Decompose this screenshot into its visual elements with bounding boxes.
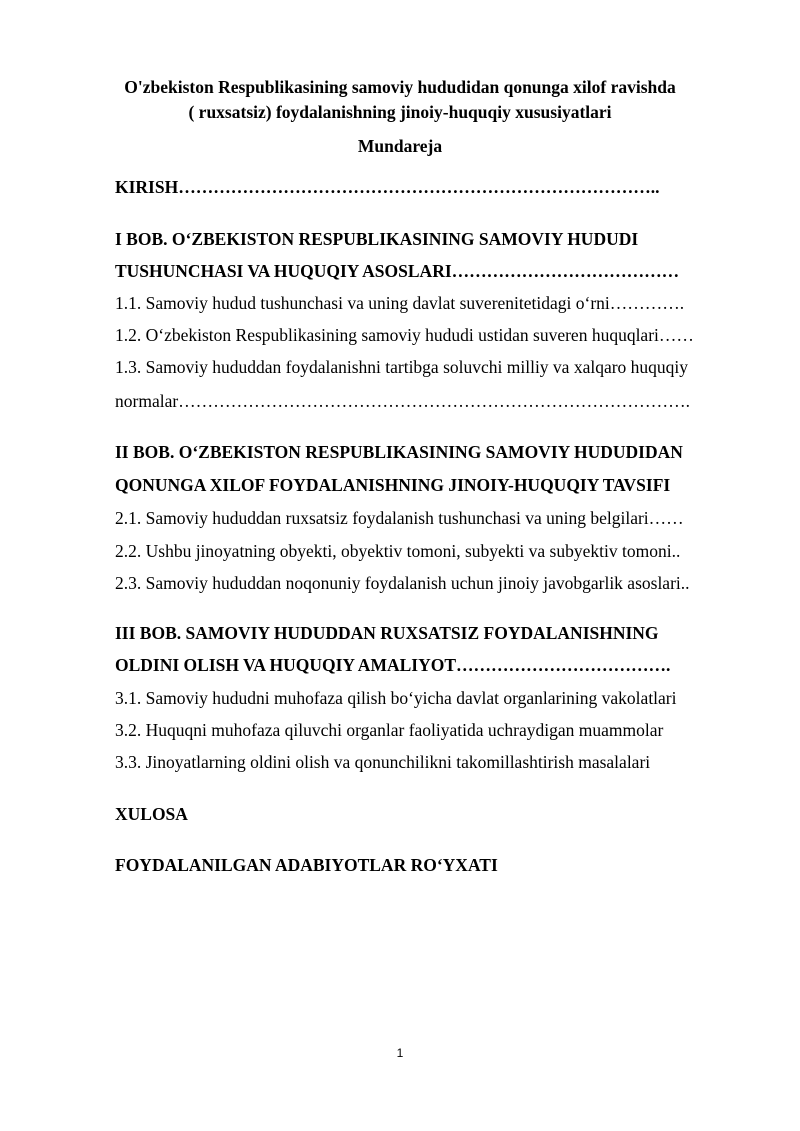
toc-chapter-3-line-1: III BOB. SAMOVIY HUDUDDAN RUXSATSIZ FOYDALANISHNING xyxy=(115,623,659,643)
toc-section-1-2: 1.2. O‘zbekiston Respublikasining samoviy hududi ustidan suveren huquqlari…… xyxy=(115,325,694,345)
document-title-line-1: O'zbekiston Respublikasining samoviy hududidan qonunga xilof ravishda xyxy=(124,77,676,97)
toc-section-3-3: 3.3. Jinoyatlarning oldini olish va qonunchilikni takomillashtirish masalalari xyxy=(115,752,651,772)
toc-section-2-3: 2.3. Samoviy hududdan noqonuniy foydalanish uchun jinoiy javobgarlik asoslari.. xyxy=(115,573,690,593)
toc-chapter-1-line-1: I BOB. O‘ZBEKISTON RESPUBLIKASINING SAMOVIY HUDUDI xyxy=(115,229,639,249)
toc-section-1-3-line-1: 1.3. Samoviy hududdan foydalanishni tartibga soluvchi milliy va xalqaro huquqiy xyxy=(115,357,689,377)
document-title-line-2: ( ruxsatsiz) foydalanishning jinoiy-huquqiy xususiyatlari xyxy=(188,102,612,122)
toc-section-2-2: 2.2. Ushbu jinoyatning obyekti, obyektiv tomoni, subyekti va subyektiv tomoni.. xyxy=(115,541,681,561)
page-number: 1 xyxy=(396,1046,404,1060)
toc-entry-intro: KIRISH……………………………………………………………………….. xyxy=(115,177,660,197)
toc-section-3-2: 3.2. Huquqni muhofaza qiluvchi organlar faoliyatida uchraydigan muammolar xyxy=(115,720,664,740)
toc-chapter-2-line-1: II BOB. O‘ZBEKISTON RESPUBLIKASINING SAMOVIY HUDUDIDAN xyxy=(115,442,683,462)
toc-section-1-3-line-2: normalar……………………………………………………………………………. xyxy=(115,391,691,411)
toc-entry-references: FOYDALANILGAN ADABIYOTLAR RO‘YXATI xyxy=(115,855,498,875)
toc-section-3-1: 3.1. Samoviy hududni muhofaza qilish bo‘yicha davlat organlarining vakolatlari xyxy=(115,688,677,708)
toc-entry-conclusion: XULOSA xyxy=(115,804,188,824)
toc-chapter-2-line-2: QONUNGA XILOF FOYDALANISHNING JINOIY-HUQUQIY TAVSIFI xyxy=(115,475,671,495)
toc-chapter-1-line-2: TUSHUNCHASI VA HUQUQIY ASOSLARI………………………………… xyxy=(115,261,680,281)
toc-section-2-1: 2.1. Samoviy hududdan ruxsatsiz foydalanish tushunchasi va uning belgilari…… xyxy=(115,508,684,528)
toc-heading: Mundareja xyxy=(357,136,443,156)
toc-chapter-3-line-2: OLDINI OLISH VA HUQUQIY AMALIYOT………………………………. xyxy=(115,655,671,675)
toc-section-1-1: 1.1. Samoviy hudud tushunchasi va uning davlat suverenitetidagi o‘rni…………. xyxy=(115,293,685,313)
